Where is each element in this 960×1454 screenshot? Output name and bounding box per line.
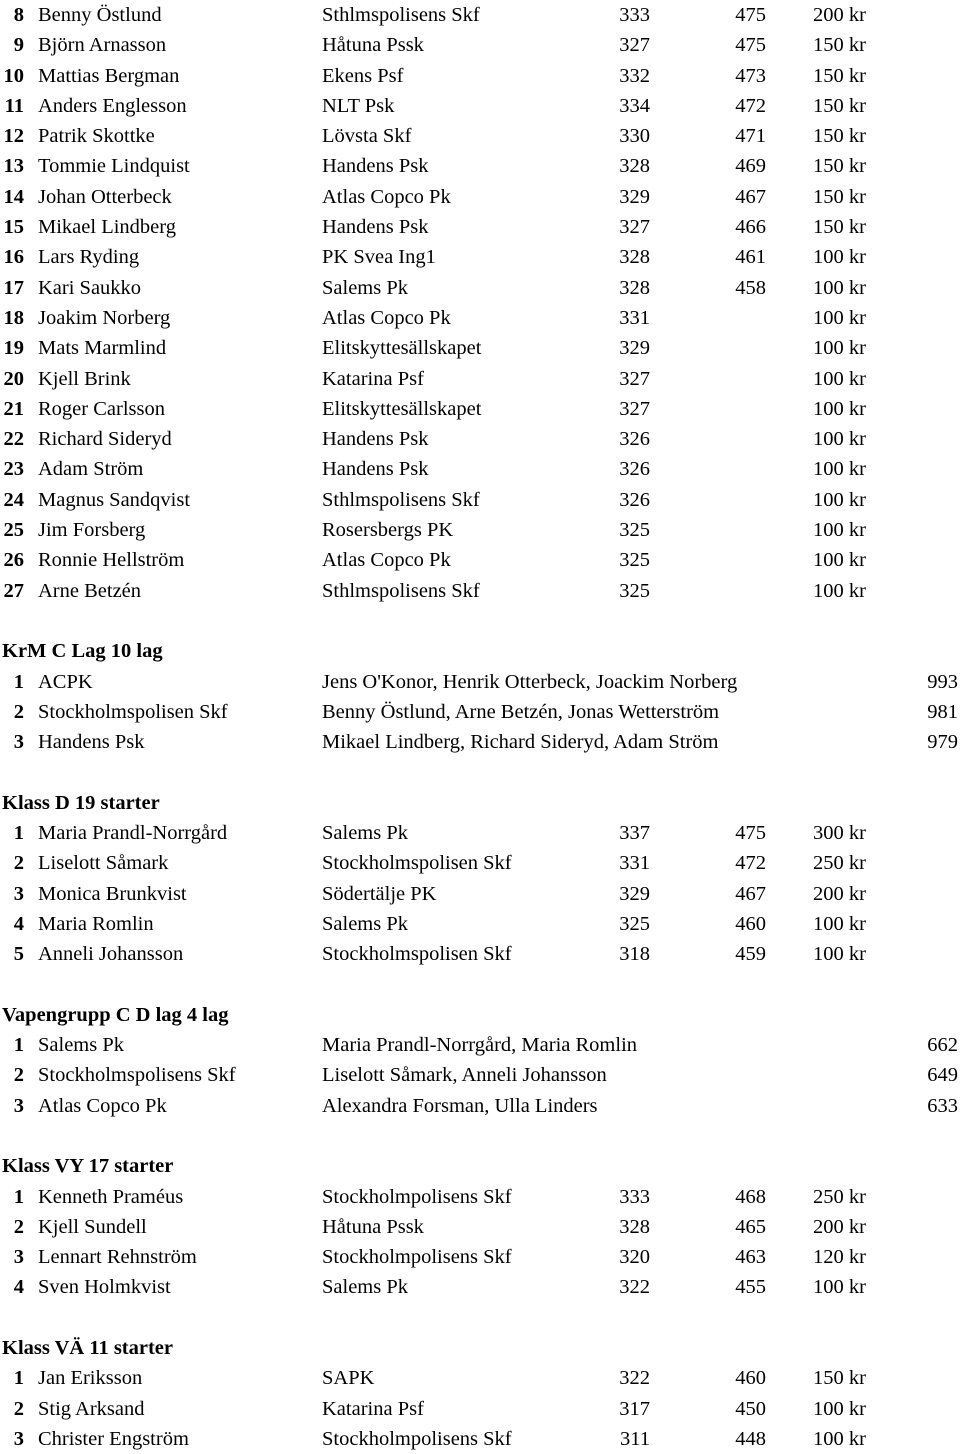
final-score: 475 bbox=[735, 4, 766, 26]
results-section bbox=[0, 0, 960, 606]
shooter-name: Maria Prandl-Norrgård bbox=[38, 822, 228, 845]
shooter-name: Maria Romlin bbox=[38, 912, 154, 935]
club-name: Sthlmspolisens Skf bbox=[322, 579, 480, 602]
rank: 2 bbox=[13, 700, 24, 723]
shooter-name: Lennart Rehnström bbox=[38, 1246, 197, 1269]
prize: 200 kr bbox=[813, 882, 866, 905]
prize: 100 kr bbox=[813, 367, 866, 390]
final-score: 460 bbox=[735, 1367, 766, 1390]
prize: 150 kr bbox=[813, 34, 866, 57]
prize: 100 kr bbox=[813, 276, 866, 299]
section-heading: Vapengrupp C D lag 4 lag bbox=[2, 1003, 229, 1026]
shooter-name: Joakim Norberg bbox=[38, 306, 171, 329]
prize: 100 kr bbox=[813, 428, 866, 451]
rank: 2 bbox=[13, 852, 24, 875]
result-row bbox=[0, 1182, 960, 1212]
prize: 100 kr bbox=[813, 579, 866, 602]
prize: 150 kr bbox=[813, 216, 866, 239]
shooter-name: Anneli Johansson bbox=[38, 943, 184, 966]
club-name: Atlas Copco Pk bbox=[322, 549, 451, 572]
team-total: 993 bbox=[927, 670, 958, 693]
club-name: Katarina Psf bbox=[322, 367, 424, 390]
prize: 100 kr bbox=[813, 1427, 866, 1450]
prize: 150 kr bbox=[813, 94, 866, 117]
shooter-name: Christer Engström bbox=[38, 1427, 189, 1450]
result-row bbox=[0, 61, 960, 91]
team-row bbox=[0, 667, 960, 697]
team-members: Jens O'Konor, Henrik Otterbeck, Joackim Norberg bbox=[322, 670, 738, 693]
score: 326 bbox=[619, 488, 650, 511]
club-name: Atlas Copco Pk bbox=[322, 185, 451, 208]
score: 334 bbox=[619, 94, 650, 117]
results-section bbox=[0, 1121, 960, 1303]
club-name: SAPK bbox=[322, 1367, 375, 1390]
rank: 2 bbox=[13, 1215, 24, 1238]
team-row bbox=[0, 697, 960, 727]
shooter-name: Mattias Bergman bbox=[38, 64, 180, 87]
section-heading: Klass D 19 starter bbox=[2, 791, 160, 814]
club-name: Handens Psk bbox=[322, 155, 429, 178]
prize: 100 kr bbox=[813, 337, 866, 360]
rank: 9 bbox=[13, 34, 24, 57]
club-name: Sthlmspolisens Skf bbox=[322, 488, 480, 511]
score: 330 bbox=[619, 125, 650, 148]
prize: 100 kr bbox=[813, 549, 866, 572]
club-name: Salems Pk bbox=[322, 822, 408, 845]
team-name: ACPK bbox=[38, 670, 93, 693]
result-row bbox=[0, 212, 960, 242]
club-name: Katarina Psf bbox=[322, 1397, 424, 1420]
section-spacer bbox=[0, 757, 960, 787]
prize: 100 kr bbox=[813, 488, 866, 511]
result-row bbox=[0, 394, 960, 424]
shooter-name: Mats Marmlind bbox=[38, 337, 167, 360]
result-row bbox=[0, 364, 960, 394]
team-name: Handens Psk bbox=[38, 731, 145, 754]
club-name: Rosersbergs PK bbox=[322, 519, 454, 542]
result-row bbox=[0, 1363, 960, 1393]
score: 326 bbox=[619, 428, 650, 451]
shooter-name: Stig Arksand bbox=[38, 1397, 145, 1420]
shooter-name: Jim Forsberg bbox=[38, 519, 146, 542]
score: 328 bbox=[619, 1215, 650, 1238]
final-score: 469 bbox=[735, 155, 766, 178]
shooter-name: Richard Sideryd bbox=[38, 428, 172, 451]
team-total: 649 bbox=[927, 1064, 958, 1087]
score: 318 bbox=[619, 943, 650, 966]
rank: 18 bbox=[3, 306, 24, 329]
score: 327 bbox=[619, 34, 650, 57]
shooter-name: Sven Holmkvist bbox=[38, 1276, 171, 1299]
rank: 3 bbox=[13, 1427, 24, 1450]
score: 317 bbox=[619, 1397, 650, 1420]
shooter-name: Björn Arnasson bbox=[38, 34, 167, 57]
prize: 150 kr bbox=[813, 185, 866, 208]
team-name: Stockholmspolisen Skf bbox=[38, 700, 228, 723]
rank: 14 bbox=[3, 185, 24, 208]
rank: 1 bbox=[13, 822, 24, 845]
score: 328 bbox=[619, 246, 650, 269]
shooter-name: Patrik Skottke bbox=[38, 125, 155, 148]
final-score: 459 bbox=[735, 943, 766, 966]
result-row bbox=[0, 424, 960, 454]
result-row bbox=[0, 909, 960, 939]
score: 325 bbox=[619, 549, 650, 572]
rank: 16 bbox=[3, 246, 24, 269]
shooter-name: Jan Eriksson bbox=[38, 1367, 143, 1390]
prize: 200 kr bbox=[813, 4, 866, 26]
score: 320 bbox=[619, 1246, 650, 1269]
team-row bbox=[0, 1091, 960, 1121]
rank: 12 bbox=[3, 125, 24, 148]
team-row bbox=[0, 1030, 960, 1060]
prize: 300 kr bbox=[813, 822, 866, 845]
prize: 100 kr bbox=[813, 246, 866, 269]
shooter-name: Roger Carlsson bbox=[38, 397, 165, 420]
shooter-name: Arne Betzén bbox=[38, 579, 142, 602]
club-name: Handens Psk bbox=[322, 428, 429, 451]
score: 333 bbox=[619, 1185, 650, 1208]
prize: 100 kr bbox=[813, 1276, 866, 1299]
section-heading: Klass VÄ 11 starter bbox=[2, 1337, 174, 1360]
prize: 100 kr bbox=[813, 306, 866, 329]
result-row bbox=[0, 576, 960, 606]
shooter-name: Monica Brunkvist bbox=[38, 882, 187, 905]
score: 329 bbox=[619, 185, 650, 208]
result-row bbox=[0, 515, 960, 545]
prize: 150 kr bbox=[813, 1367, 866, 1390]
club-name: Håtuna Pssk bbox=[322, 1215, 424, 1238]
result-row bbox=[0, 1394, 960, 1424]
result-row bbox=[0, 121, 960, 151]
score: 328 bbox=[619, 276, 650, 299]
rank: 25 bbox=[3, 519, 24, 542]
club-name: Elitskyttesällskapet bbox=[322, 337, 482, 360]
score: 337 bbox=[619, 822, 650, 845]
result-row bbox=[0, 545, 960, 575]
prize: 250 kr bbox=[813, 1185, 866, 1208]
team-members: Benny Östlund, Arne Betzén, Jonas Wetterström bbox=[322, 700, 720, 723]
final-score: 465 bbox=[735, 1215, 766, 1238]
final-score: 461 bbox=[735, 246, 766, 269]
result-row bbox=[0, 242, 960, 272]
results-section bbox=[0, 1303, 960, 1454]
result-row bbox=[0, 1272, 960, 1302]
result-row bbox=[0, 303, 960, 333]
result-row bbox=[0, 879, 960, 909]
result-row bbox=[0, 454, 960, 484]
final-score: 467 bbox=[735, 882, 766, 905]
shooter-name: Adam Ström bbox=[38, 458, 144, 481]
rank: 21 bbox=[3, 397, 24, 420]
club-name: Stockholmspolisen Skf bbox=[322, 943, 512, 966]
shooter-name: Mikael Lindberg bbox=[38, 216, 176, 239]
rank: 13 bbox=[3, 155, 24, 178]
result-row bbox=[0, 1212, 960, 1242]
score: 325 bbox=[619, 912, 650, 935]
rank: 23 bbox=[3, 458, 24, 481]
rank: 4 bbox=[13, 912, 24, 935]
result-row bbox=[0, 151, 960, 181]
team-row bbox=[0, 727, 960, 757]
club-name: Elitskyttesällskapet bbox=[322, 397, 482, 420]
score: 331 bbox=[619, 306, 650, 329]
prize: 100 kr bbox=[813, 519, 866, 542]
club-name: Stockholmpolisens Skf bbox=[322, 1246, 512, 1269]
score: 333 bbox=[619, 4, 650, 26]
section-heading: Klass VY 17 starter bbox=[2, 1155, 174, 1178]
club-name: Salems Pk bbox=[322, 1276, 408, 1299]
final-score: 460 bbox=[735, 912, 766, 935]
club-name: Stockholmpolisens Skf bbox=[322, 1427, 512, 1450]
final-score: 473 bbox=[735, 64, 766, 87]
result-row bbox=[0, 91, 960, 121]
rank: 3 bbox=[13, 1246, 24, 1269]
section-spacer bbox=[0, 1121, 960, 1151]
rank: 1 bbox=[13, 670, 24, 693]
rank: 22 bbox=[3, 428, 24, 451]
final-score: 475 bbox=[735, 822, 766, 845]
team-total: 633 bbox=[927, 1094, 958, 1117]
shooter-name: Johan Otterbeck bbox=[38, 185, 172, 208]
team-total: 981 bbox=[927, 700, 958, 723]
prize: 120 kr bbox=[813, 1246, 866, 1269]
rank: 1 bbox=[13, 1034, 24, 1057]
club-name: Salems Pk bbox=[322, 276, 408, 299]
shooter-name: Kjell Sundell bbox=[38, 1215, 147, 1238]
score: 332 bbox=[619, 64, 650, 87]
club-name: Stockholmspolisen Skf bbox=[322, 852, 512, 875]
club-name: Handens Psk bbox=[322, 458, 429, 481]
shooter-name: Tommie Lindquist bbox=[38, 155, 190, 178]
rank: 24 bbox=[3, 488, 24, 511]
final-score: 448 bbox=[735, 1427, 766, 1450]
team-total: 979 bbox=[927, 731, 958, 754]
rank: 8 bbox=[13, 4, 24, 26]
result-row bbox=[0, 818, 960, 848]
section-heading: KrM C Lag 10 lag bbox=[2, 640, 163, 663]
rank: 11 bbox=[4, 94, 24, 117]
score: 311 bbox=[620, 1427, 650, 1450]
shooter-name: Ronnie Hellström bbox=[38, 549, 185, 572]
club-name: Handens Psk bbox=[322, 216, 429, 239]
result-row bbox=[0, 273, 960, 303]
final-score: 450 bbox=[735, 1397, 766, 1420]
team-name: Salems Pk bbox=[38, 1034, 124, 1057]
rank: 10 bbox=[3, 64, 24, 87]
club-name: Södertälje PK bbox=[322, 882, 437, 905]
final-score: 472 bbox=[735, 852, 766, 875]
score: 329 bbox=[619, 337, 650, 360]
rank: 26 bbox=[3, 549, 24, 572]
section-spacer bbox=[0, 970, 960, 1000]
final-score: 471 bbox=[735, 125, 766, 148]
score: 328 bbox=[619, 155, 650, 178]
prize: 150 kr bbox=[813, 155, 866, 178]
rank: 1 bbox=[13, 1367, 24, 1390]
final-score: 467 bbox=[735, 185, 766, 208]
club-name: Lövsta Skf bbox=[322, 125, 412, 148]
result-row bbox=[0, 30, 960, 60]
result-row bbox=[0, 1424, 960, 1454]
prize: 100 kr bbox=[813, 397, 866, 420]
team-members: Alexandra Forsman, Ulla Linders bbox=[322, 1094, 598, 1117]
team-members: Mikael Lindberg, Richard Sideryd, Adam Ström bbox=[322, 731, 719, 754]
rank: 1 bbox=[13, 1185, 24, 1208]
prize: 100 kr bbox=[813, 458, 866, 481]
shooter-name: Benny Östlund bbox=[38, 4, 162, 26]
rank: 3 bbox=[13, 882, 24, 905]
shooter-name: Kari Saukko bbox=[38, 276, 142, 299]
rank: 4 bbox=[13, 1276, 24, 1299]
shooter-name: Lars Ryding bbox=[38, 246, 140, 269]
club-name: Håtuna Pssk bbox=[322, 34, 424, 57]
result-row bbox=[0, 848, 960, 878]
rank: 3 bbox=[13, 1094, 24, 1117]
final-score: 455 bbox=[735, 1276, 766, 1299]
score: 325 bbox=[619, 519, 650, 542]
score: 327 bbox=[619, 397, 650, 420]
section-spacer bbox=[0, 606, 960, 636]
result-row bbox=[0, 182, 960, 212]
club-name: NLT Psk bbox=[322, 94, 395, 117]
rank: 5 bbox=[13, 943, 24, 966]
prize: 150 kr bbox=[813, 64, 866, 87]
final-score: 475 bbox=[735, 34, 766, 57]
result-row bbox=[0, 939, 960, 969]
shooter-name: Liselott Såmark bbox=[38, 852, 169, 875]
shooter-name: Kenneth Praméus bbox=[38, 1185, 184, 1208]
rank: 15 bbox=[3, 216, 24, 239]
team-members: Maria Prandl-Norrgård, Maria Romlin bbox=[322, 1034, 638, 1057]
score: 331 bbox=[619, 852, 650, 875]
prize: 250 kr bbox=[813, 852, 866, 875]
score: 327 bbox=[619, 216, 650, 239]
shooter-name: Anders Englesson bbox=[38, 94, 187, 117]
result-row bbox=[0, 333, 960, 363]
team-name: Atlas Copco Pk bbox=[38, 1094, 167, 1117]
score: 322 bbox=[619, 1367, 650, 1390]
prize: 150 kr bbox=[813, 125, 866, 148]
score: 325 bbox=[619, 579, 650, 602]
rank: 2 bbox=[13, 1064, 24, 1087]
team-total: 662 bbox=[927, 1034, 958, 1057]
prize: 100 kr bbox=[813, 912, 866, 935]
result-row bbox=[0, 0, 960, 30]
team-members: Liselott Såmark, Anneli Johansson bbox=[322, 1064, 607, 1087]
score: 327 bbox=[619, 367, 650, 390]
prize: 200 kr bbox=[813, 1215, 866, 1238]
section-spacer bbox=[0, 1303, 960, 1333]
score: 326 bbox=[619, 458, 650, 481]
final-score: 468 bbox=[735, 1185, 766, 1208]
team-name: Stockholmspolisens Skf bbox=[38, 1064, 236, 1087]
prize: 100 kr bbox=[813, 943, 866, 966]
club-name: Ekens Psf bbox=[322, 64, 404, 87]
rank: 27 bbox=[3, 579, 24, 602]
club-name: Atlas Copco Pk bbox=[322, 306, 451, 329]
results-section bbox=[0, 970, 960, 1121]
score: 329 bbox=[619, 882, 650, 905]
club-name: Sthlmspolisens Skf bbox=[322, 4, 480, 26]
result-row bbox=[0, 485, 960, 515]
team-row bbox=[0, 1060, 960, 1090]
club-name: Salems Pk bbox=[322, 912, 408, 935]
club-name: Stockholmpolisens Skf bbox=[322, 1185, 512, 1208]
results-section bbox=[0, 606, 960, 757]
results-section bbox=[0, 757, 960, 969]
final-score: 463 bbox=[735, 1246, 766, 1269]
score: 322 bbox=[619, 1276, 650, 1299]
shooter-name: Magnus Sandqvist bbox=[38, 488, 191, 511]
prize: 100 kr bbox=[813, 1397, 866, 1420]
final-score: 472 bbox=[735, 94, 766, 117]
result-row bbox=[0, 1242, 960, 1272]
final-score: 466 bbox=[735, 216, 766, 239]
rank: 2 bbox=[13, 1397, 24, 1420]
rank: 19 bbox=[3, 337, 24, 360]
shooter-name: Kjell Brink bbox=[38, 367, 131, 390]
rank: 3 bbox=[13, 731, 24, 754]
club-name: PK Svea Ing1 bbox=[322, 246, 436, 269]
final-score: 458 bbox=[735, 276, 766, 299]
rank: 17 bbox=[3, 276, 24, 299]
rank: 20 bbox=[3, 367, 24, 390]
